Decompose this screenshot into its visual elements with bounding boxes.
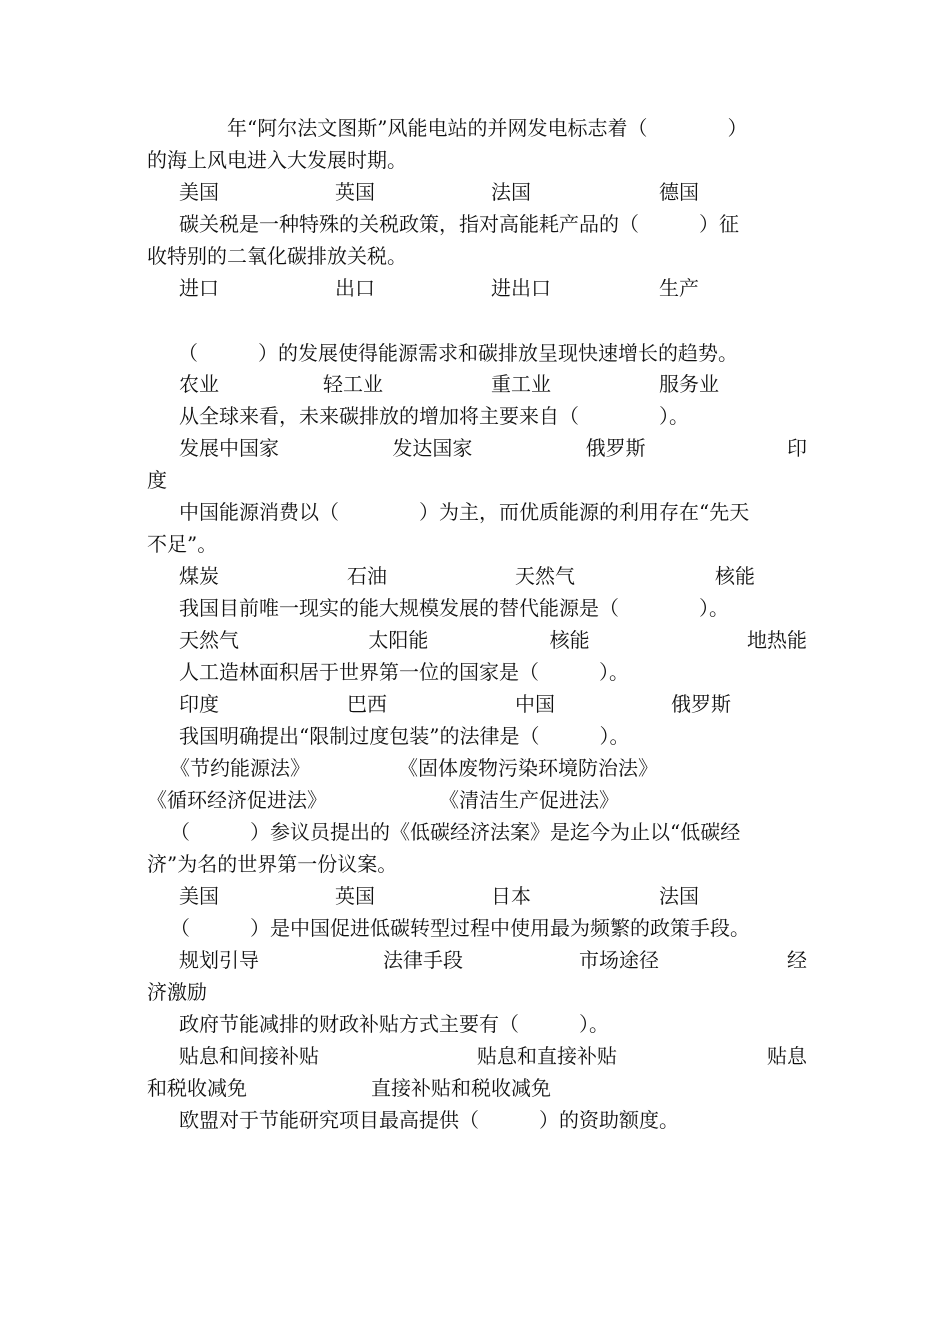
question-9-options (147, 883, 807, 909)
question-10-options-cont: 济激励 (147, 980, 207, 1004)
option-a: 煤炭 (179, 564, 219, 588)
option-c: 天然气 (515, 564, 575, 588)
option-d: 核能 (715, 564, 755, 588)
question-1-line-1: 年“阿尔法文图斯”风能电站的并网发电标志着（ ） (227, 116, 748, 140)
question-6-line-1: 我国目前唯一现实的能大规模发展的替代能源是（ ）。 (179, 596, 729, 620)
question-8-options (170, 755, 807, 781)
question-11-line-1: 政府节能减排的财政补贴方式主要有（ ）。 (179, 1012, 609, 1036)
option-d: 直接补贴和税收减免 (371, 1076, 551, 1100)
question-1-options (147, 179, 807, 205)
option-b: 法律手段 (383, 948, 463, 972)
option-c: 重工业 (491, 372, 551, 396)
question-7-line-1: 人工造林面积居于世界第一位的国家是（ ）。 (179, 660, 629, 684)
question-4-line-1: 从全球来看，未来碳排放的增加将主要来自（ ）。 (179, 404, 689, 428)
option-b: 英国 (335, 884, 375, 908)
option-b: 巴西 (347, 692, 387, 716)
option-d: 地热能 (746, 628, 807, 652)
option-c: 进出口 (491, 276, 551, 300)
option-c: 市场途径 (579, 948, 659, 972)
option-c: 日本 (491, 884, 531, 908)
question-9-line-2: 济”为名的世界第一份议案。 (147, 852, 398, 876)
option-d: 俄罗斯 (671, 692, 731, 716)
option-c: 中国 (515, 692, 555, 716)
option-b: 出口 (335, 276, 375, 300)
question-11-options-line-2 (147, 1075, 807, 1101)
question-5-line-1: 中国能源消费以（ ）为主，而优质能源的利用存在“先天 (179, 500, 750, 524)
question-9-line-1: （ ）参议员提出的《低碳经济法案》是迄今为止以“低碳经 (170, 820, 741, 844)
question-6-options (147, 627, 807, 653)
option-a: 印度 (179, 692, 219, 716)
question-8-line-1: 我国明确提出“限制过度包装”的法律是（ ）。 (179, 724, 630, 748)
option-c-cont: 和税收减免 (147, 1076, 247, 1100)
option-b: 轻工业 (323, 372, 383, 396)
option-d: 印 (786, 436, 807, 460)
question-4-options-cont: 度 (147, 468, 167, 492)
question-11-options (147, 1043, 807, 1069)
option-a: 美国 (179, 884, 219, 908)
question-4-options (147, 435, 807, 461)
question-3-line-1: （ ）的发展使得能源需求和碳排放呈现快速增长的趋势。 (178, 341, 738, 365)
question-2-options (147, 275, 807, 301)
question-10-line-1: （ ）是中国促进低碳转型过程中使用最为频繁的政策手段。 (170, 916, 750, 940)
question-8-options-line-2 (147, 787, 807, 813)
option-d: 《清洁生产促进法》 (439, 788, 619, 812)
question-7-options (147, 691, 807, 717)
option-c-start: 贴息 (767, 1044, 807, 1068)
option-b: 发达国家 (392, 436, 473, 460)
option-c: 俄罗斯 (585, 436, 646, 460)
option-a: 美国 (179, 180, 219, 204)
option-b: 太阳能 (368, 628, 429, 652)
option-c: 法国 (491, 180, 531, 204)
option-a: 发展中国家 (179, 436, 279, 460)
option-d: 经 (787, 948, 807, 972)
option-d: 法国 (659, 884, 699, 908)
option-a: 贴息和间接补贴 (179, 1044, 319, 1068)
option-b: 贴息和直接补贴 (477, 1044, 617, 1068)
question-5-line-2: 不足”。 (147, 532, 218, 556)
question-2-line-2: 收特别的二氧化碳排放关税。 (147, 244, 407, 268)
question-3-options (147, 371, 807, 397)
option-a: 进口 (179, 276, 219, 300)
option-b: 石油 (347, 564, 387, 588)
option-d: 德国 (659, 180, 699, 204)
option-a: 规划引导 (179, 948, 259, 972)
question-10-options (147, 947, 807, 973)
option-b: 英国 (335, 180, 375, 204)
question-12-line-1: 欧盟对于节能研究项目最高提供（ ）的资助额度。 (179, 1108, 679, 1132)
option-a: 《节约能源法》 (170, 756, 310, 780)
option-d: 生产 (659, 276, 699, 300)
question-2-line-1: 碳关税是一种特殊的关税政策，指对高能耗产品的（ ）征 (179, 212, 739, 236)
option-d: 服务业 (659, 372, 719, 396)
option-a: 农业 (179, 372, 219, 396)
question-1-line-2: 的海上风电进入大发展时期。 (147, 148, 407, 172)
question-5-options (147, 563, 807, 589)
option-a: 天然气 (179, 628, 239, 652)
option-b: 《固体废物污染环境防治法》 (398, 756, 658, 780)
option-c: 核能 (549, 628, 590, 652)
option-c: 《循环经济促进法》 (147, 788, 327, 812)
